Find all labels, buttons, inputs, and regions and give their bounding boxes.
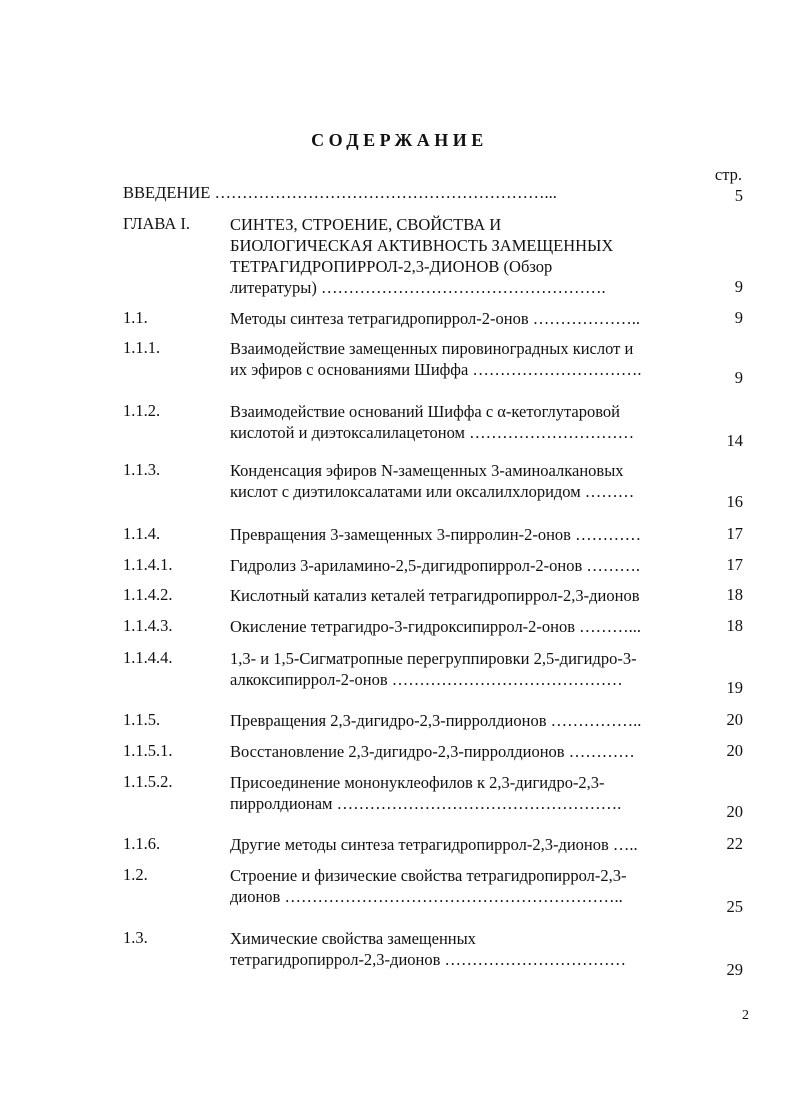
toc-entry-number: 1.1.2. (123, 401, 161, 420)
toc-entry-line: БИОЛОГИЧЕСКАЯ АКТИВНОСТЬ ЗАМЕЩЕННЫХ (230, 236, 614, 255)
toc-entry-line: пирролдионам ……………………………………………. (230, 794, 622, 813)
toc-entry-page: 18 (726, 616, 743, 635)
toc-entry-page: 18 (726, 585, 743, 604)
toc-entry-line: тетрагидропиррол-2,3-дионов …………………………… (230, 950, 627, 969)
toc-entry-line: Строение и физические свойства тетрагидропиррол-2,3- (230, 866, 627, 885)
toc-entry-page: 9 (734, 277, 743, 296)
toc-entry-number: 1.1.5. (123, 710, 161, 729)
toc-entry-page: 5 (734, 186, 743, 205)
toc-entry-line: Другие методы синтеза тетрагидропиррол-2,3-дионов ….. (230, 835, 638, 854)
toc-entry-page: 9 (734, 368, 743, 387)
toc-entry-line: кислот с диэтилоксалатами или оксалилхлоридом ……… (230, 482, 635, 501)
toc-entry-line: Кислотный катализ кеталей тетрагидропиррол-2,3-дионов (230, 586, 640, 605)
toc-entry-line: Восстановление 2,3-дигидро-2,3-пирролдионов ………… (230, 742, 635, 761)
toc-entry-number: 1.2. (123, 865, 148, 884)
toc-entry-line: Присоединение мононуклеофилов к 2,3-дигидро-2,3- (230, 773, 605, 792)
toc-entry-page: 20 (726, 710, 743, 729)
toc-entry-line: кислотой и диэтоксалилацетоном ………………………… (230, 423, 635, 442)
toc-entry-page: 29 (726, 960, 743, 979)
toc-entry-line: Химические свойства замещенных (230, 929, 476, 948)
toc-entry-line: ВВЕДЕНИЕ ……………………………………………………... (123, 183, 557, 202)
toc-entry-page: 16 (726, 492, 743, 511)
page-column-label: стр. (714, 165, 742, 184)
toc-entry-page: 17 (726, 555, 743, 574)
toc-entry-number: 1.3. (123, 928, 148, 947)
toc-entry-line: Превращения 2,3-дигидро-2,3-пирролдионов …………….. (230, 711, 642, 730)
toc-entry-page: 22 (726, 834, 743, 853)
toc-entry-page: 25 (726, 897, 743, 916)
toc-entry-number: 1.1.6. (123, 834, 161, 853)
toc-entry-line: дионов …………………………………………………….. (230, 887, 623, 906)
toc-entry-line: Конденсация эфиров N-замещенных 3-аминоалкановых (230, 461, 624, 480)
toc-entry-line: ТЕТРАГИДРОПИРРОЛ-2,3-ДИОНОВ (Обзор (230, 257, 553, 276)
page-title: СОДЕРЖАНИЕ (311, 130, 488, 150)
toc-entry-line: 1,3- и 1,5-Сигматропные перегруппировки 2,5-дигидро-3- (230, 649, 637, 668)
toc-entry-number: 1.1.4.2. (123, 585, 173, 604)
toc-entry-page: 14 (726, 431, 743, 450)
footer-page-number: 2 (742, 1008, 749, 1023)
toc-entry-line: Гидролиз 3-ариламино-2,5-дигидропиррол-2-онов ………. (230, 556, 641, 575)
toc-entry-number: 1.1.4.3. (123, 616, 173, 635)
toc-entry-page: 17 (726, 524, 743, 543)
toc-entry-page: 19 (726, 678, 743, 697)
toc-entry-line: литературы) ……………………………………………. (230, 278, 606, 297)
toc-entry-line: Окисление тетрагидро-3-гидроксипиррол-2-онов ………... (230, 617, 642, 636)
toc-entry-number: 1.1. (123, 308, 148, 327)
toc-entry-line: Методы синтеза тетрагидропиррол-2-онов ……………….. (230, 309, 641, 328)
toc-entry-number: 1.1.3. (123, 460, 161, 479)
toc-entry-line: СИНТЕЗ, СТРОЕНИЕ, СВОЙСТВА И (230, 215, 502, 234)
toc-entry-line: Превращения 3-замещенных 3-пирролин-2-онов ………… (230, 525, 642, 544)
toc-entry-number: 1.1.4.1. (123, 555, 173, 574)
toc-entry-page: 9 (734, 308, 743, 327)
toc-entry-number: 1.1.1. (123, 338, 161, 357)
toc-entry-number: 1.1.4. (123, 524, 161, 543)
toc-entry-line: Взаимодействие замещенных пировиноградных кислот и (230, 339, 634, 358)
toc-entry-number: 1.1.5.1. (123, 741, 173, 760)
toc-entry-number: 1.1.5.2. (123, 772, 173, 791)
toc-entry-line: Взаимодействие оснований Шиффа с α-кетоглутаровой (230, 402, 620, 421)
toc-entry-number: 1.1.4.4. (123, 648, 173, 667)
toc-entry-line: их эфиров с основаниями Шиффа …………………………. (230, 360, 642, 379)
toc-entry-page: 20 (726, 741, 743, 760)
toc-entry-page: 20 (726, 802, 743, 821)
toc-entry-number: ГЛАВА I. (123, 214, 191, 233)
toc-entry-line: алкоксипиррол-2-онов …………………………………… (230, 670, 623, 689)
